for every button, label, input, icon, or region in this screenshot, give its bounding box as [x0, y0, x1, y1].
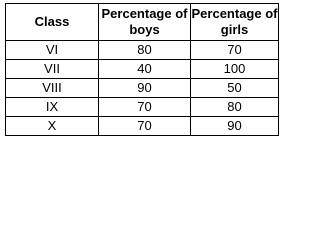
- class-cell: VIII: [6, 79, 99, 98]
- class-cell: IX: [6, 98, 99, 117]
- header-class: Class: [6, 4, 99, 41]
- boys-percentage-cell: 90: [99, 79, 191, 98]
- girls-percentage-cell: 80: [191, 98, 279, 117]
- table-row: [6, 98, 279, 117]
- girls-percentage-cell: 100: [191, 60, 279, 79]
- table-row: [6, 41, 279, 60]
- header-percentage-of-girls: Percentage of girls: [191, 4, 279, 41]
- girls-percentage-cell: 90: [191, 117, 279, 136]
- girls-percentage-cell: 50: [191, 79, 279, 98]
- header-percentage-of-boys: Percentage of boys: [99, 4, 191, 41]
- table-row: [6, 117, 279, 136]
- boys-percentage-cell: 40: [99, 60, 191, 79]
- boys-percentage-cell: 70: [99, 98, 191, 117]
- class-percentage-table-container: [5, 3, 279, 136]
- class-cell: VI: [6, 41, 99, 60]
- header-row: [6, 4, 279, 41]
- boys-percentage-cell: 70: [99, 117, 191, 136]
- class-cell: X: [6, 117, 99, 136]
- class-percentage-table: [5, 3, 279, 136]
- girls-percentage-cell: 70: [191, 41, 279, 60]
- table-row: [6, 79, 279, 98]
- boys-percentage-cell: 80: [99, 41, 191, 60]
- class-cell: VII: [6, 60, 99, 79]
- table-row: [6, 60, 279, 79]
